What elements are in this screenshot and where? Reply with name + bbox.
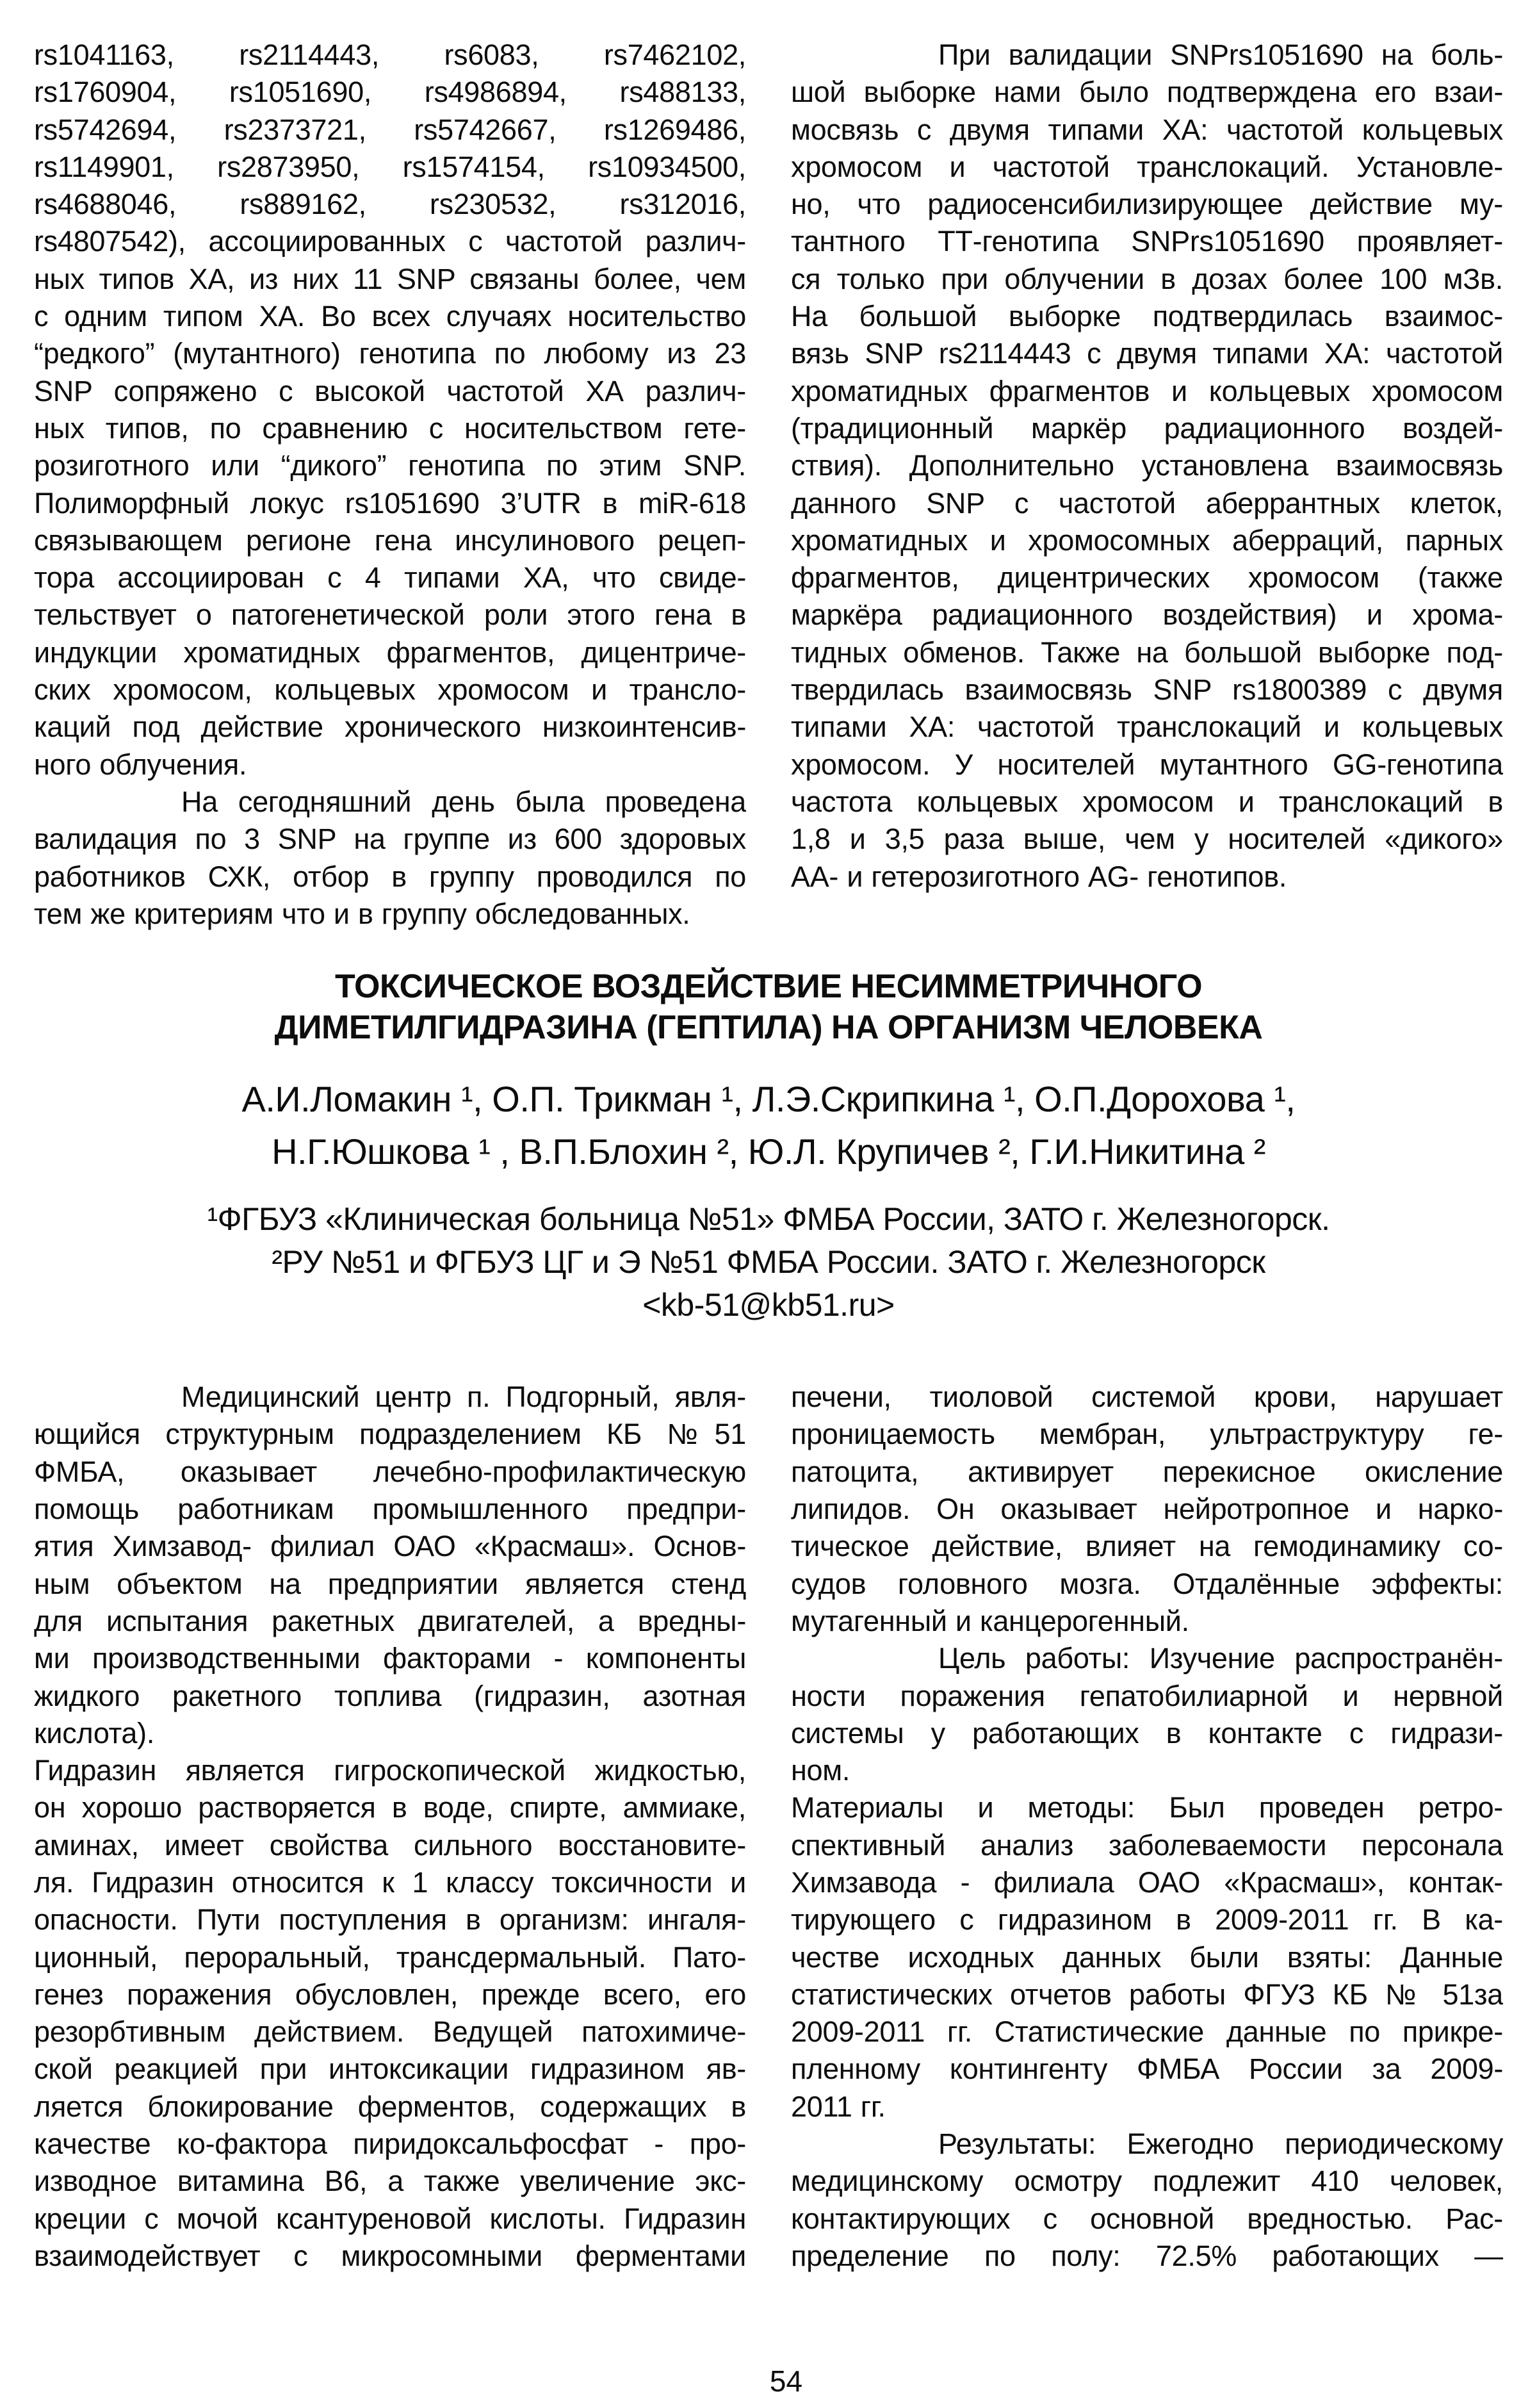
text-line: ных типов ХА, из них 11 SNP связаны более, чем: [34, 262, 746, 295]
article-title-line: ДИМЕТИЛГИДРАЗИНА (ГЕПТИЛА) НА ОРГАНИЗМ ЧЕЛОВЕКА: [274, 1009, 1263, 1047]
text-line: шой выборке нами было подтверждена его взаи-: [791, 76, 1503, 109]
text-line: данного SNP с частотой аберрантных клеток,: [791, 486, 1503, 520]
text-line: тем же критериям что и в группу обследованных.: [34, 897, 690, 930]
text-line: изводное витамина В6, а также увеличение экс-: [34, 2165, 746, 2198]
text-line: хроматидных фрагментов и кольцевых хромосом: [791, 374, 1503, 407]
abstract-right-column: [791, 37, 1503, 933]
text-line: контактирующих с основной вредностью. Рас-: [791, 2202, 1503, 2235]
text-line: работников СХК, отбор в группу проводился по: [34, 860, 746, 893]
text-line: креции с мочой ксантуреновой кислоты. Гидразин: [34, 2202, 746, 2235]
text-line: ным объектом на предприятии является стенд: [34, 1567, 746, 1600]
text-line: с одним типом ХА. Во всех случаях носительство: [34, 300, 746, 333]
text-line: ности поражения гепатобилиарной и нервной: [791, 1679, 1503, 1712]
text-line: тическое действие, влияет на гемодинамику со-: [791, 1530, 1503, 1563]
text-line: честве исходных данных были взяты: Данные: [791, 1940, 1503, 1974]
article-heading: [0, 966, 1537, 1327]
text-line: липидов. Он оказывает нейротропное и нарко-: [791, 1493, 1503, 1526]
text-line: тидных обменов. Также на большой выборке под-: [791, 635, 1503, 669]
text-line: rs1149901, rs2873950, rs1574154, rs10934500,: [34, 150, 746, 183]
text-line: твердилась взаимосвязь SNP rs1800389 с двумя: [791, 673, 1503, 707]
text-line: АА- и гетерозиготного AG- генотипов.: [791, 860, 1287, 893]
continued-abstract-section: [0, 0, 1537, 933]
text-line: Полиморфный локус rs1051690 3’UTR в miR-618: [34, 486, 746, 520]
text-line: тора ассоциирован с 4 типами ХА, что свиде-: [34, 561, 746, 594]
text-line: rs5742694, rs2373721, rs5742667, rs1269486,: [34, 113, 746, 146]
text-line: валидация по 3 SNP на группе из 600 здоровых: [34, 823, 746, 856]
text-line: связывающем регионе гена инсулинового рецеп-: [34, 523, 746, 557]
text-line: ля. Гидразин относится к 1 классу токсичности и: [34, 1865, 746, 1899]
text-line: пределение по полу: 72.5% работающих —: [791, 2239, 1503, 2272]
text-line: rs1760904, rs1051690, rs4986894, rs488133,: [34, 76, 746, 109]
text-line: На большой выборке подтвердилась взаимос-: [791, 300, 1503, 333]
article-body-section: [0, 1379, 1537, 2275]
text-line: качестве ко-фактора пиридоксальфосфат - про-: [34, 2127, 746, 2161]
page-number: 54: [769, 2364, 803, 2398]
text-line: ми производственными факторами - компоненты: [34, 1642, 746, 1675]
text-line: тирующего с гидразином в 2009-2011 гг. В ка-: [791, 1903, 1503, 1937]
text-line: патоцита, активирует перекисное окисление: [791, 1455, 1503, 1488]
text-line: статистических отчетов работы ФГУЗ КБ № 51за: [791, 1978, 1503, 2011]
text-line: ционный, пероральный, трансдермальный. Пато-: [34, 1940, 746, 1974]
text-line: пленному контингенту ФМБА России за 2009-: [791, 2052, 1503, 2086]
text-line: Материалы и методы: Был проведен ретро-: [791, 1791, 1503, 1824]
text-line: ствия). Дополнительно установлена взаимосвязь: [791, 449, 1503, 482]
article-affiliation-line: ¹ФГБУЗ «Клиническая больница №51» ФМБА России, ЗАТО г. Железногорск.: [207, 1201, 1330, 1238]
text-line: ской реакцией при интоксикации гидразином яв-: [34, 2052, 746, 2086]
text-line: помощь работникам промышленного предпри-: [34, 1493, 746, 1526]
text-line: но, что радиосенсибилизирующее действие му-: [791, 188, 1503, 221]
article-affiliation-line: ²РУ №51 и ФГБУЗ ЦГ и Э №51 ФМБА России. ЗАТО г. Железногорск: [272, 1244, 1265, 1281]
text-line: ФМБА, оказывает лечебно-профилактическую: [34, 1455, 746, 1488]
article-authors-line: А.И.Ломакин ¹, О.П. Трикман ¹, Л.Э.Скрипкина ¹, О.П.Дорохова ¹,: [241, 1079, 1296, 1120]
text-line: ятия Химзавод- филиал ОАО «Красмаш». Основ-: [34, 1530, 746, 1563]
text-line: 1,8 и 3,5 раза выше, чем у носителей «дикого»: [791, 823, 1503, 856]
text-line: хромосом и частотой транслокаций. Установле-: [791, 150, 1503, 183]
text-line: мосвязь с двумя типами ХА: частотой кольцевых: [791, 113, 1503, 146]
body-right-column: [791, 1379, 1503, 2275]
text-line: взаимодействует с микросомными ферментами: [34, 2239, 746, 2272]
text-line: каций под действие хронического низкоинтенсив-: [34, 710, 746, 744]
text-line: ном.: [791, 1754, 850, 1787]
text-line: тельствует о патогенетической роли этого гена в: [34, 598, 746, 632]
text-line: хромосом. У носителей мутантного GG-генотипа: [791, 748, 1503, 781]
text-line: ного облучения.: [34, 748, 247, 781]
text-line: проницаемость мембран, ультраструктуру ге-: [791, 1418, 1503, 1451]
text-line: Результаты: Ежегодно периодическому: [938, 2127, 1503, 2161]
text-line: На сегодняшний день была проведена: [181, 785, 746, 818]
article-affiliations: [0, 1198, 1537, 1327]
text-line: Химзавода - филиала ОАО «Красмаш», контак-: [791, 1865, 1503, 1899]
text-line: маркёра радиационного воздействия) и хрома-: [791, 598, 1503, 632]
text-line: ся только при облучении в дозах более 100 мЗв.: [791, 262, 1503, 295]
text-line: Медицинский центр п. Подгорный, явля-: [181, 1380, 746, 1414]
text-line: Цель работы: Изучение распространён-: [938, 1642, 1503, 1675]
text-line: типами ХА: частотой транслокаций и кольцевых: [791, 710, 1503, 744]
article-title: [0, 966, 1537, 1048]
article-affiliation-line: <kb-51@kb51.ru>: [642, 1287, 895, 1323]
text-line: индукции хроматидных фрагментов, дицентриче-: [34, 635, 746, 669]
text-line: для испытания ракетных двигателей, а вредны-: [34, 1604, 746, 1637]
text-line: тантного ТТ-генотипа SNPrs1051690 проявляет-: [791, 225, 1503, 258]
text-line: (традиционный маркёр радиационного воздей-: [791, 411, 1503, 445]
text-line: хроматидных и хромосомных аберраций, парных: [791, 523, 1503, 557]
text-line: розиготного или “дикого” генотипа по этим SNP.: [34, 449, 746, 482]
text-line: аминах, имеет свойства сильного восстановите-: [34, 1828, 746, 1862]
text-line: печени, тиоловой системой крови, нарушает: [791, 1380, 1503, 1414]
text-line: кислота).: [34, 1716, 155, 1749]
text-line: ских хромосом, кольцевых хромосом и трансло-: [34, 673, 746, 707]
text-line: “редкого” (мутантного) генотипа по любому из 23: [34, 337, 746, 370]
text-line: rs4688046, rs889162, rs230532, rs312016,: [34, 188, 746, 221]
text-line: ляется блокирование ферментов, содержащих в: [34, 2090, 746, 2123]
text-line: судов головного мозга. Отдалённые эффекты:: [791, 1567, 1503, 1600]
text-line: жидкого ракетного топлива (гидразин, азотная: [34, 1679, 746, 1712]
article-title-line: ТОКСИЧЕСКОЕ ВОЗДЕЙСТВИЕ НЕСИММЕТРИЧНОГО: [334, 968, 1203, 1006]
abstract-left-column: [34, 37, 746, 933]
text-line: опасности. Пути поступления в организм: ингаля-: [34, 1903, 746, 1937]
text-line: ных типов, по сравнению с носительством гете-: [34, 411, 746, 445]
text-line: резорбтивным действием. Ведущей патохимиче-: [34, 2015, 746, 2049]
text-line: частота кольцевых хромосом и транслокаций в: [791, 785, 1503, 818]
text-line: Гидразин является гигроскопической жидкостью,: [34, 1754, 746, 1787]
text-line: мутагенный и канцерогенный.: [791, 1604, 1189, 1637]
text-line: rs1041163, rs2114443, rs6083, rs7462102,: [34, 38, 746, 71]
text-line: он хорошо растворяется в воде, спирте, аммиаке,: [34, 1791, 746, 1824]
text-line: 2011 гг.: [791, 2090, 886, 2123]
text-line: ющийся структурным подразделением КБ №51: [34, 1418, 746, 1451]
text-line: При валидации SNPrs1051690 на боль-: [938, 38, 1503, 71]
text-line: генез поражения обусловлен, прежде всего, его: [34, 1978, 746, 2011]
article-authors-line: Н.Г.Юшкова ¹ , В.П.Блохин ², Ю.Л. Крупичев ², Г.И.Никитина ²: [272, 1131, 1265, 1172]
text-line: спективный анализ заболеваемости персонала: [791, 1828, 1503, 1862]
text-line: 2009-2011 гг. Статистические данные по прикре-: [791, 2015, 1503, 2049]
text-line: rs4807542), ассоциированных с частотой различ-: [34, 225, 746, 258]
body-left-column: [34, 1379, 746, 2275]
text-line: фрагментов, дицентрических хромосом (также: [791, 561, 1503, 594]
text-line: вязь SNP rs2114443 с двумя типами ХА: частотой: [791, 337, 1503, 370]
text-line: системы у работающих в контакте с гидрази-: [791, 1716, 1503, 1749]
text-line: медицинскому осмотру подлежит 410 человек,: [791, 2165, 1503, 2198]
text-line: SNP сопряжено с высокой частотой ХА различ-: [34, 374, 746, 407]
article-authors: [0, 1073, 1537, 1178]
